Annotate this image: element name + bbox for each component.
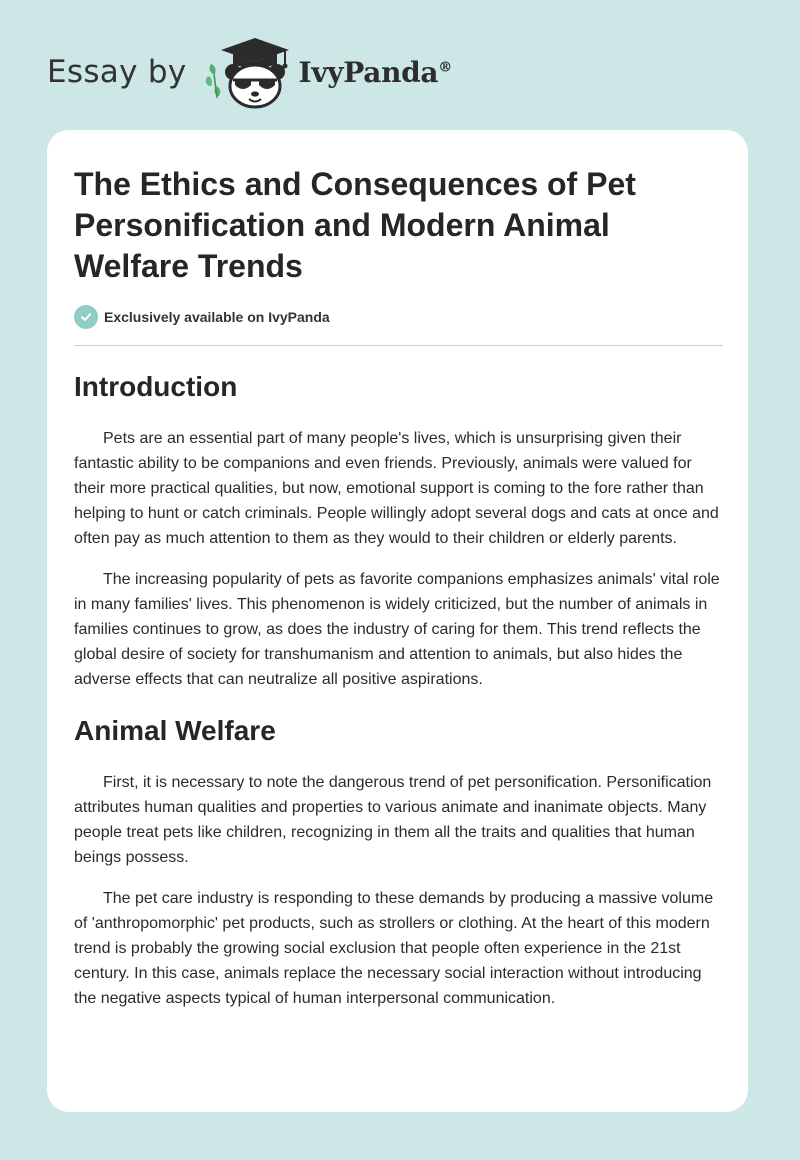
essay-by-label: Essay by <box>47 54 187 90</box>
ivy-leaf-icon <box>205 64 219 98</box>
paragraph: Pets are an essential part of many people's lives, which is unsurprising given their fantastic ability to be companions and even friends. Previously, animals were valued for their more practical qualities, but now, emotional support is coming to the fore rather than helping to hunt or catch criminals. People willingly adopt several dogs and cats at once and often pay as much attention to them as they would to their children or elderly parents. <box>74 430 719 547</box>
registered-mark: ® <box>438 59 452 76</box>
paragraph: The pet care industry is responding to these demands by producing a massive volume of 'anthropomorphic' pet products, such as strollers or clothing. At the heart of this modern trend is probably the growing social exclusion that people often experience in the 21st century. In this case, animals replace the necessary social interaction without introducing the negative aspects typical of human interpersonal communication. <box>74 890 714 1007</box>
essay-title: The Ethics and Consequences of Pet Personification and Modern Animal Welfare Trends <box>74 166 636 284</box>
paragraph: First, it is necessary to note the dangerous trend of pet personification. Personification attributes human qualities and properties to various animate and inanimate objects. Many people treat pets like children, recognizing in them all the traits and qualities that human beings possess. <box>74 774 712 866</box>
divider <box>74 345 723 346</box>
site-header <box>47 34 452 110</box>
exclusive-badge <box>74 305 722 329</box>
brand-text: IvyPanda <box>298 55 439 89</box>
check-icon <box>74 305 98 329</box>
panda-logo-icon <box>203 34 295 110</box>
brand-name <box>299 56 452 89</box>
section-heading-introduction: Introduction <box>74 371 238 402</box>
exclusive-badge-label: Exclusively available on IvyPanda <box>104 309 330 325</box>
essay-card <box>47 130 748 1112</box>
section-heading-animal-welfare: Animal Welfare <box>74 715 276 746</box>
paragraph: The increasing popularity of pets as favorite companions emphasizes animals' vital role in many families' lives. This phenomenon is widely criticized, but the number of animals in families continues to grow, as does the industry of caring for them. This trend reflects the global desire of society for transhumanism and attention to animals, but also hides the adverse effects that can neutralize all positive aspirations. <box>74 571 720 688</box>
